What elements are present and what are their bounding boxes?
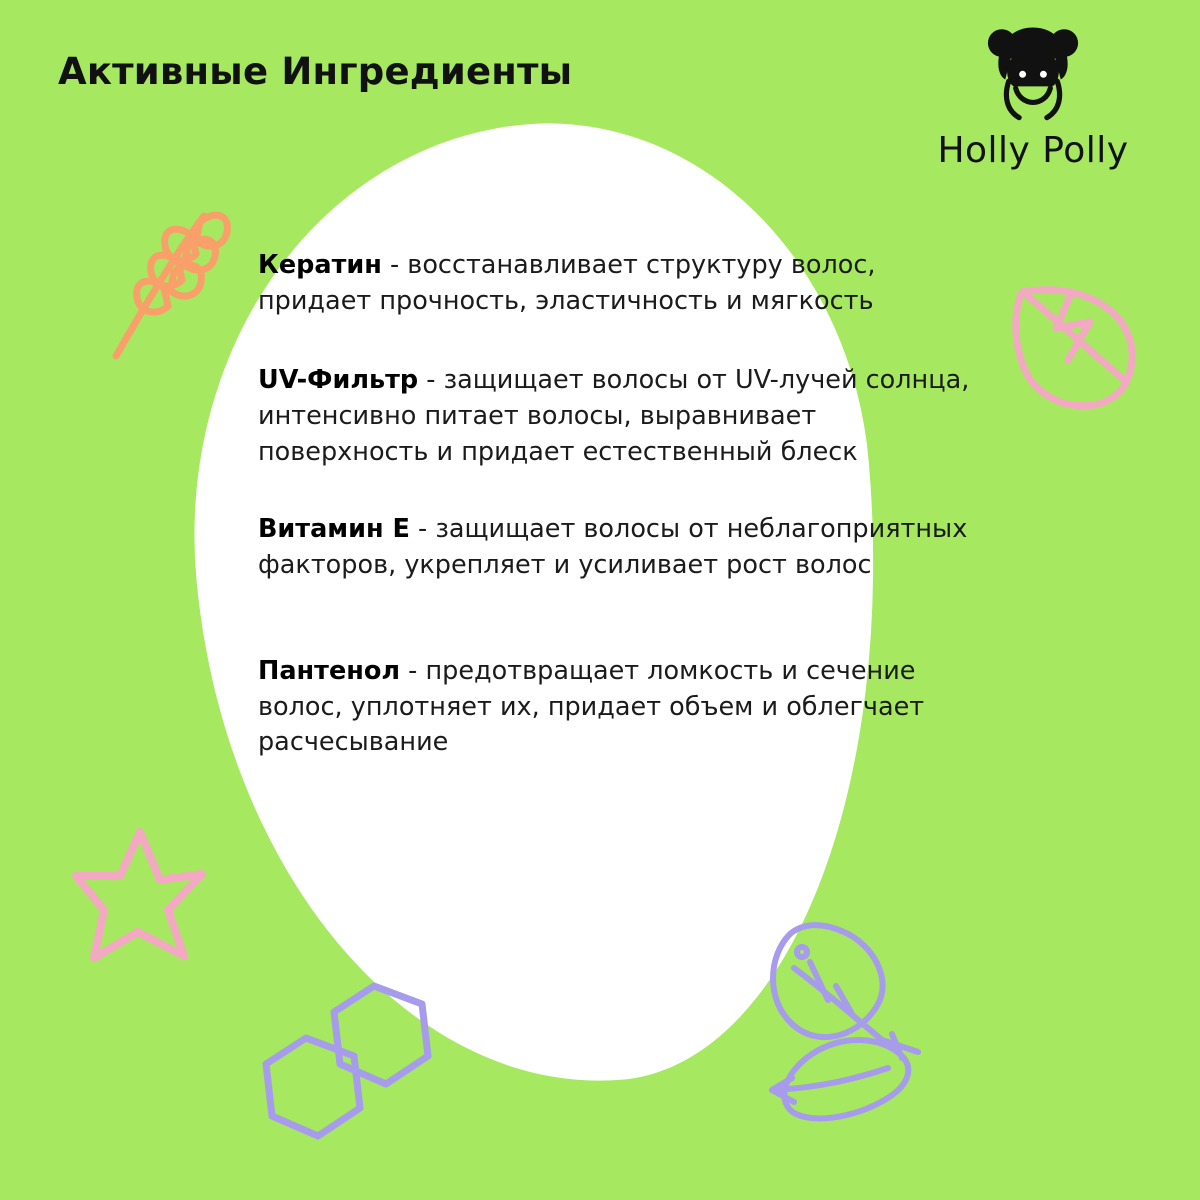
brand-logo	[918, 24, 1148, 171]
ingredient-description: - восстанавливает структуру волос, придает прочность, эластичность и мягкость	[258, 250, 876, 316]
list-item	[258, 363, 978, 470]
ingredient-name: Кератин	[258, 250, 382, 280]
ingredient-description: - защищает волосы от UV-лучей солнца, интенсивно питает волосы, выравнивает поверхность и придает естественный блеск	[258, 365, 970, 467]
feather-icon	[732, 908, 942, 1128]
page-title: Активные Ингредиенты	[58, 50, 573, 93]
hexagons-icon	[262, 980, 452, 1140]
star-icon	[68, 818, 208, 968]
ingredient-name: Витамин Е	[258, 514, 410, 545]
brand-name: Holly Polly	[937, 130, 1129, 171]
ingredient-name: Пантенол	[258, 655, 401, 686]
wheat-icon	[96, 196, 236, 371]
leaf-icon	[998, 262, 1158, 422]
ingredient-description: - предотвращает ломкость и сечение волос, уплотняет их, придает объем и облегчает расчесывание	[258, 655, 925, 758]
ingredient-name: UV-Фильтр	[258, 365, 419, 396]
list-item	[258, 512, 978, 583]
ingredient-description: - защищает волосы от неблагоприятных факторов, укрепляет и усиливает рост волос	[258, 514, 968, 581]
girl-face-logo-icon	[981, 24, 1085, 128]
ingredients-list	[258, 248, 978, 795]
list-item	[258, 248, 978, 319]
list-item	[258, 654, 978, 761]
